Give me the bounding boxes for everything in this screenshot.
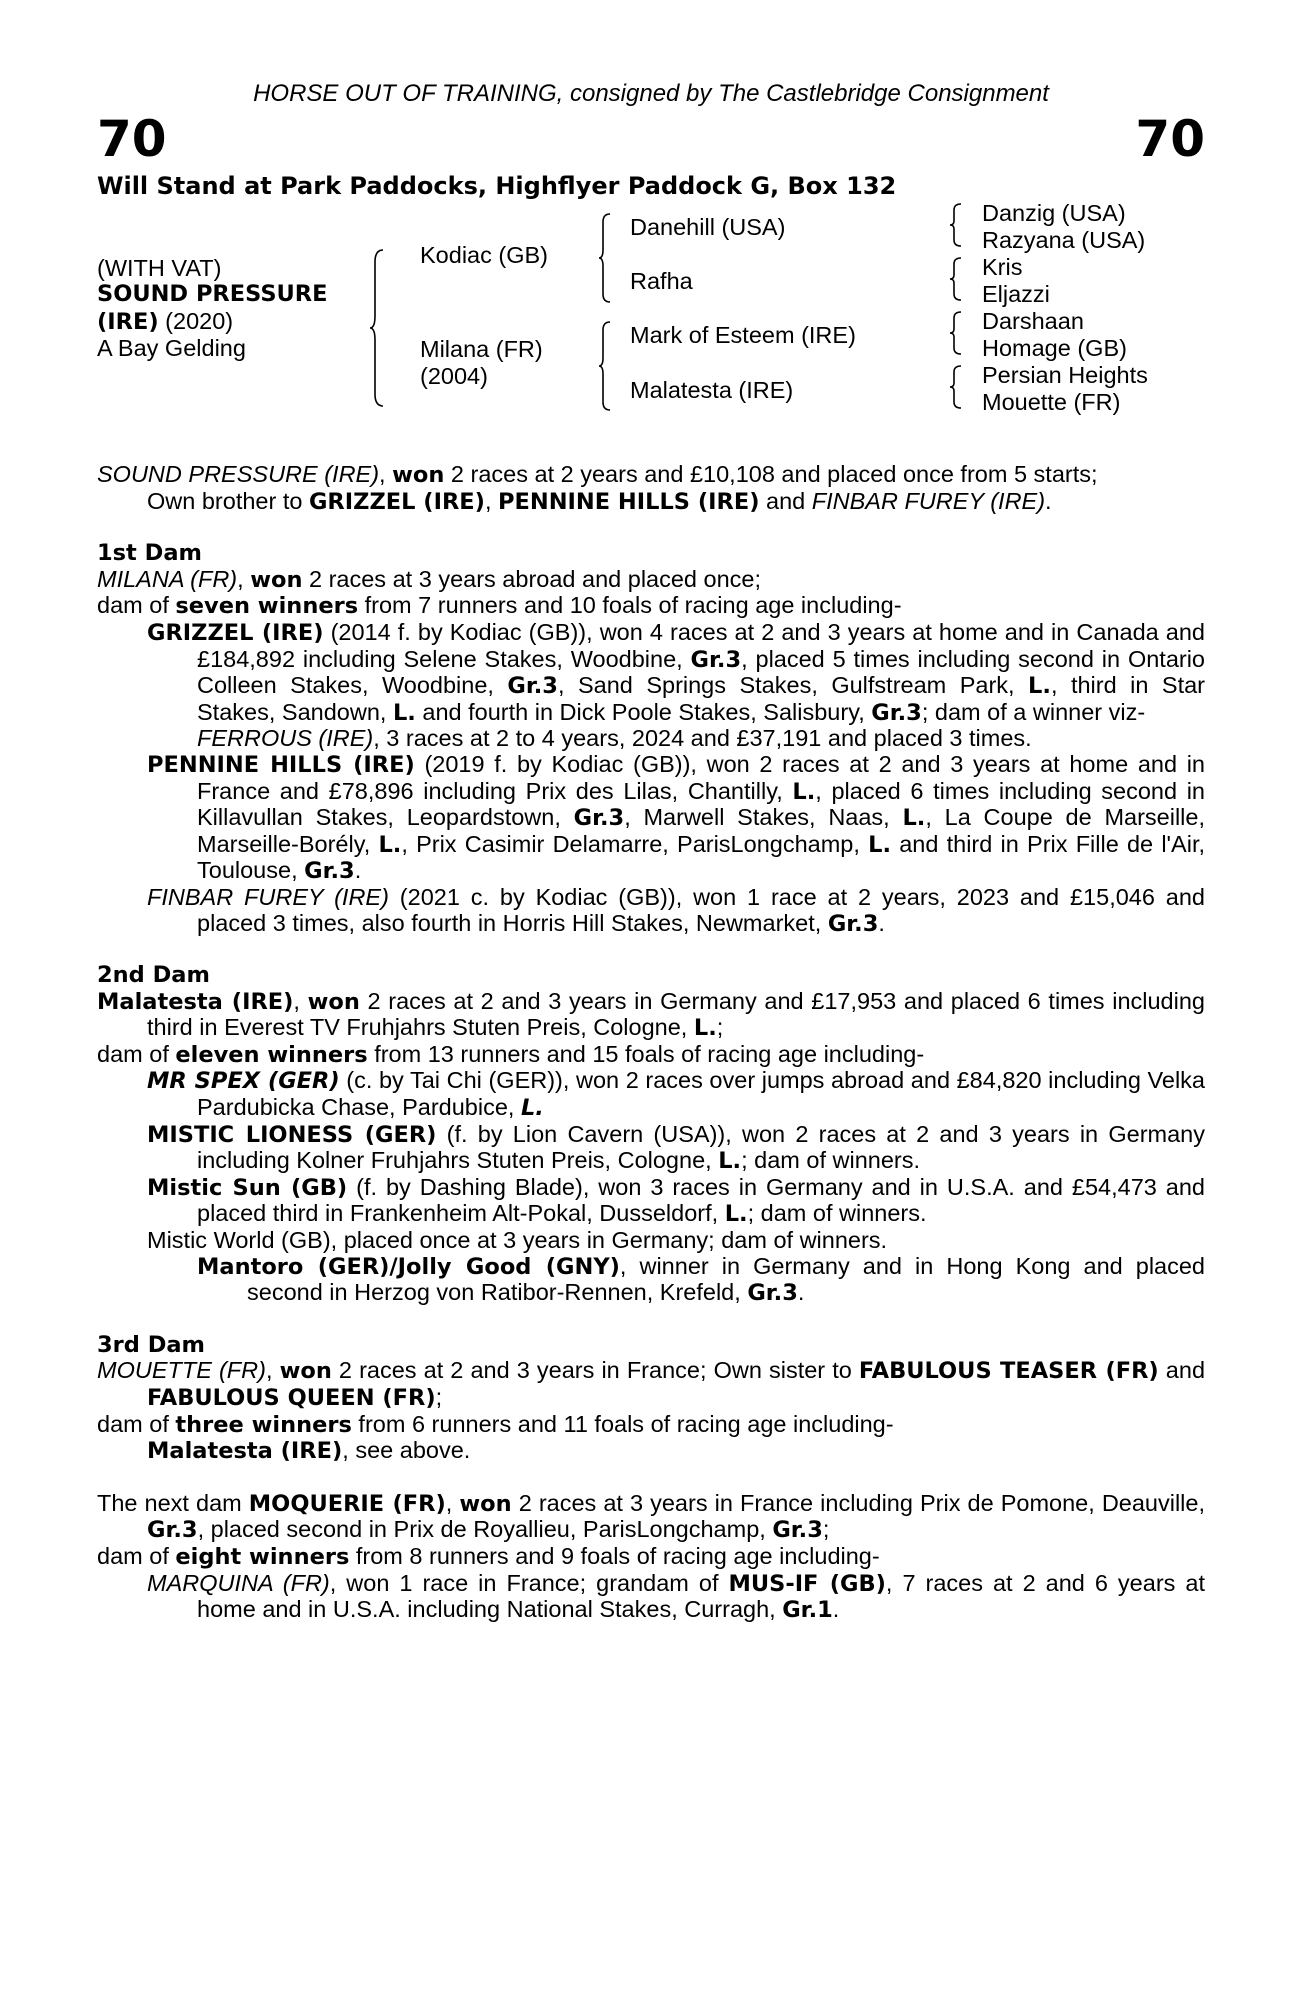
lot-number-left: 70 — [97, 110, 167, 168]
second-dam-record: Malatesta (IRE), won 2 races at 2 and 3 years in Germany and £17,953 and placed 6 times including third in Everest TV Fruhjahrs Stuten Preis, Cologne, L.; — [97, 987, 1205, 1042]
brace-ds — [949, 310, 963, 356]
brace-dd — [949, 364, 963, 410]
third-dam-produce: dam of three winners from 6 runners and 11 foals of racing age including- — [97, 1410, 894, 1438]
first-dam-produce: dam of seven winners from 7 runners and 10 foals of racing age including- — [97, 592, 902, 620]
stand-location: Will Stand at Park Paddocks, Highflyer Paddock G, Box 132 — [97, 172, 897, 200]
produce-ferrous: FERROUS (IRE), 3 races at 2 to 4 years, 2024 and £37,191 and placed 3 times. — [197, 725, 1032, 752]
third-dam-record: MOUETTE (FR), won 2 races at 2 and 3 years in France; Own sister to FABULOUS TEASER (FR) and FABULOUS QUEEN (FR); — [97, 1357, 1206, 1411]
brace-horse — [369, 248, 385, 408]
brace-ss — [949, 202, 963, 248]
horse-name: SOUND PRESSURE — [97, 281, 328, 307]
brace-sire — [598, 212, 612, 304]
next-dam-record: The next dam MOQUERIE (FR), won 2 races at 3 years in France including Prix de Pomone, Deauville, Gr.3, placed second in Prix de Royallieu, ParisLongchamp, Gr.3; — [97, 1489, 1206, 1544]
produce-mantoro: Mantoro (GER)/Jolly Good (GNY), winner in Germany and in Hong Kong and placed second in Herzog von Ratibor-Rennen, Krefeld, Gr.3. — [197, 1252, 1206, 1307]
produce-mistic-lioness: MISTIC LIONESS (GER) (f. by Lion Cavern (USA)), won 2 races at 2 and 3 years in Germany including Kolner Fruhjahrs Stuten Preis, Cologne, L.; dam of winners. — [147, 1120, 1205, 1175]
horse-description: A Bay Gelding — [97, 335, 246, 361]
ds-dam: Homage (GB) — [982, 335, 1127, 361]
sd-sire: Kris — [982, 254, 1023, 280]
horse-name-suffix — [97, 308, 233, 336]
next-dam-produce: dam of eight winners from 8 runners and 9 foals of racing age including- — [97, 1542, 880, 1570]
dam-year: (2004) — [420, 363, 488, 389]
consignor-line: HORSE OUT OF TRAINING, consigned by The Castlebridge Consignment — [253, 80, 1049, 107]
dd-sire: Persian Heights — [982, 362, 1148, 388]
horse-summary: SOUND PRESSURE (IRE), won 2 races at 2 years and £10,108 and placed once from 5 starts; Own brother to GRIZZEL (IRE), PENNINE HILLS (IRE) and FINBAR FUREY (IRE). — [97, 461, 1098, 515]
third-dam-heading: 3rd Dam — [97, 1331, 205, 1358]
brace-sd — [949, 256, 963, 302]
brace-dam — [598, 320, 612, 412]
first-dam-record: MILANA (FR), won 2 races at 3 years abroad and placed once; — [97, 565, 762, 593]
sire-dam: Rafha — [630, 268, 693, 294]
dam: Milana (FR) — [420, 336, 543, 362]
dam-sire: Mark of Esteem (IRE) — [630, 322, 856, 348]
ds-sire: Darshaan — [982, 308, 1084, 334]
sd-dam: Eljazzi — [982, 281, 1050, 307]
produce-mistic-sun: Mistic Sun (GB) (f. by Dashing Blade), won 3 races in Germany and in U.S.A. and £54,473 and placed third in Frankenheim Alt-Pokal, Dusseldorf, L.; dam of winners. — [147, 1173, 1205, 1228]
sire-sire: Danehill (USA) — [630, 214, 786, 240]
ss-dam: Razyana (USA) — [982, 227, 1146, 253]
catalogue-body — [97, 462, 1205, 1624]
dam-dam: Malatesta (IRE) — [630, 377, 794, 403]
produce-finbar-furey: FINBAR FUREY (IRE) (2021 c. by Kodiac (GB)), won 1 race at 2 years, 2023 and £15,046 and placed 3 times, also fourth in Horris Hill Stakes, Newmarket, Gr.3. — [147, 883, 1205, 937]
sire: Kodiac (GB) — [420, 242, 548, 268]
produce-pennine-hills: PENNINE HILLS (IRE) (2019 f. by Kodiac (GB)), won 2 races at 2 and 3 years at home and in France and £78,896 including Prix des Lilas, Chantilly, L., placed 6 times including second in Killavullan Stakes, Leopardstown, Gr.3, Marwell Stakes, Naas, L., La Coupe de Marseille, Marseille-Borély, L., Prix Casimir Delamarre, ParisLongchamp, L. and third in Prix Fille de l'Air, Toulouse, Gr.3. — [147, 750, 1206, 885]
vat-note: (WITH VAT) — [97, 255, 222, 281]
produce-mr-spex: MR SPEX (GER) (c. by Tai Chi (GER)), won 2 races over jumps abroad and £84,820 including Velka Pardubicka Chase, Pardubice, L. — [147, 1067, 1205, 1122]
first-dam-heading: 1st Dam — [97, 540, 202, 567]
dd-dam: Mouette (FR) — [982, 389, 1121, 415]
produce-malatesta: Malatesta (IRE), see above. — [147, 1437, 471, 1465]
second-dam-heading: 2nd Dam — [97, 962, 210, 989]
horse-year: (2020) — [158, 308, 234, 334]
pedigree-table — [97, 0, 1205, 430]
horse-country: (IRE) — [97, 309, 159, 335]
lot-number-right: 70 — [1135, 110, 1205, 168]
second-dam-produce: dam of eleven winners from 13 runners and 15 foals of racing age including- — [97, 1040, 925, 1068]
produce-mistic-world: Mistic World (GB), placed once at 3 years in Germany; dam of winners. — [147, 1227, 888, 1254]
produce-marquina: MARQUINA (FR), won 1 race in France; grandam of MUS-IF (GB), 7 races at 2 and 6 years at home and in U.S.A. including National Stakes, Curragh, Gr.1. — [147, 1569, 1205, 1624]
ss-sire: Danzig (USA) — [982, 200, 1126, 226]
produce-grizzel: GRIZZEL (IRE) (2014 f. by Kodiac (GB)), won 4 races at 2 and 3 years at home and in Canada and £184,892 including Selene Stakes, Woodbine, Gr.3, placed 5 times including second in Ontario Colleen Stakes, Woodbine, Gr.3, Sand Springs Stakes, Gulfstream Park, L., third in Star Stakes, Sandown, L. and fourth in Dick Poole Stakes, Salisbury, Gr.3; dam of a winner viz- — [147, 618, 1206, 726]
